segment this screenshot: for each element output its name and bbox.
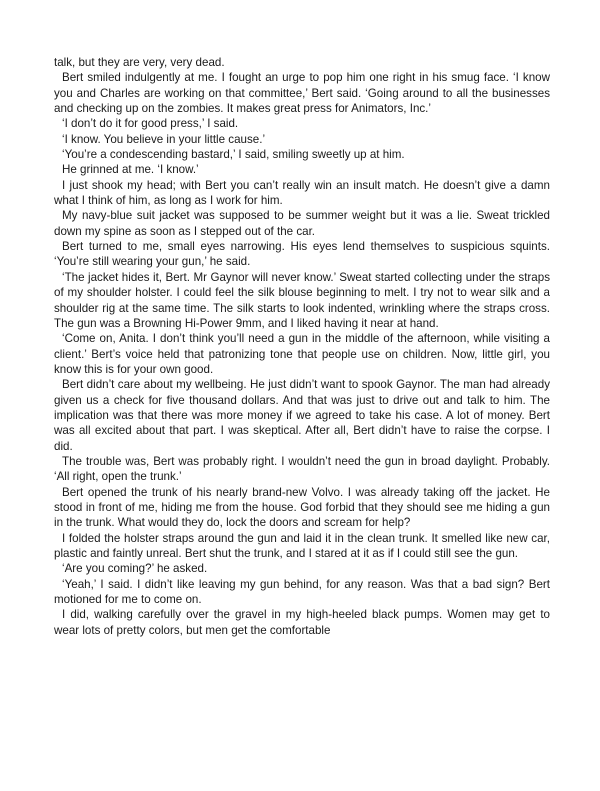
- paragraph-7: I just shook my head; with Bert you can’t really win an insult match. He doesn’t give a damn what I think of him, as long as I work for him.: [54, 178, 550, 208]
- paragraph-9: Bert turned to me, small eyes narrowing. His eyes lend themselves to suspicious squints. ‘You’re still wearing your gun,’ he said.: [54, 240, 550, 269]
- paragraph-17: ‘Yeah,’ I said. I didn’t like leaving my gun behind, for any reason. Was that a bad sign? Bert motioned for me to come on.: [54, 577, 550, 607]
- paragraph-4: ‘I know. You believe in your little cause.’: [62, 132, 266, 146]
- book-page-text: [54, 55, 550, 638]
- paragraph-6: He grinned at me. ‘I know.’: [62, 163, 199, 177]
- paragraph-14: Bert opened the trunk of his nearly brand-new Volvo. I was already taking off the jacket. He stood in front of me, hiding me from the house. God forbid that they should see me hiding a gun in the trunk. What would they do, lock the doors and scream for help?: [54, 485, 550, 530]
- paragraph-10: ‘The jacket hides it, Bert. Mr Gaynor will never know.’ Sweat started collecting under the straps of my shoulder holster. I could feel the silk blouse beginning to melt. I try not to wear silk and a shoulder rig at the same time. The silk starts to look indented, wrinkling where the straps cross. The gun was a Browning Hi-Power 9mm, and I liked having it near at hand.: [54, 270, 550, 330]
- paragraph-8: My navy-blue suit jacket was supposed to be summer weight but it was a lie. Sweat trickled down my spine as soon as I stepped out of the car.: [54, 209, 550, 238]
- paragraph-18: I did, walking carefully over the gravel in my high-heeled black pumps. Women may get to wear lots of pretty colors, but men get the comfortable: [54, 608, 550, 637]
- paragraph-15: I folded the holster straps around the gun and laid it in the clean trunk. It smelled like new car, plastic and faintly unreal. Bert shut the trunk, and I stared at it as if I could still see the gun.: [54, 531, 550, 560]
- paragraph-1: talk, but they are very, very dead.: [54, 56, 225, 69]
- paragraph-13: The trouble was, Bert was probably right. I wouldn’t need the gun in broad daylight. Probably. ‘All right, open the trunk.’: [54, 454, 550, 484]
- paragraph-3: ‘I don’t do it for good press,’ I said.: [62, 117, 239, 131]
- paragraph-11: ‘Come on, Anita. I don’t think you’ll need a gun in the middle of the afternoon, while visiting a client.’ Bert’s voice held that patronizing tone that people use on children. Now, little girl, you know this is for your own good.: [54, 332, 550, 376]
- paragraph-16: ‘Are you coming?’ he asked.: [62, 562, 208, 576]
- paragraph-2: Bert smiled indulgently at me. I fought an urge to pop him one right in his smug face. ‘I know you and Charles are working on that committee,’ Bert said. ‘Going around to all the businesses and checking up on the zombies. It makes great press for Animators, Inc.’: [54, 71, 550, 116]
- paragraph-12: Bert didn’t care about my wellbeing. He just didn’t want to spook Gaynor. The man had already given us a check for five thousand dollars. And that was just to drive out and talk to him. The implication was that there was more money if we agreed to take his case. A lot of money. Bert was all excited about that part. I was skeptical. After all, Bert didn’t have to raise the corpse. I did.: [54, 378, 550, 453]
- paragraph-5: ‘You’re a condescending bastard,’ I said, smiling sweetly up at him.: [62, 148, 405, 162]
